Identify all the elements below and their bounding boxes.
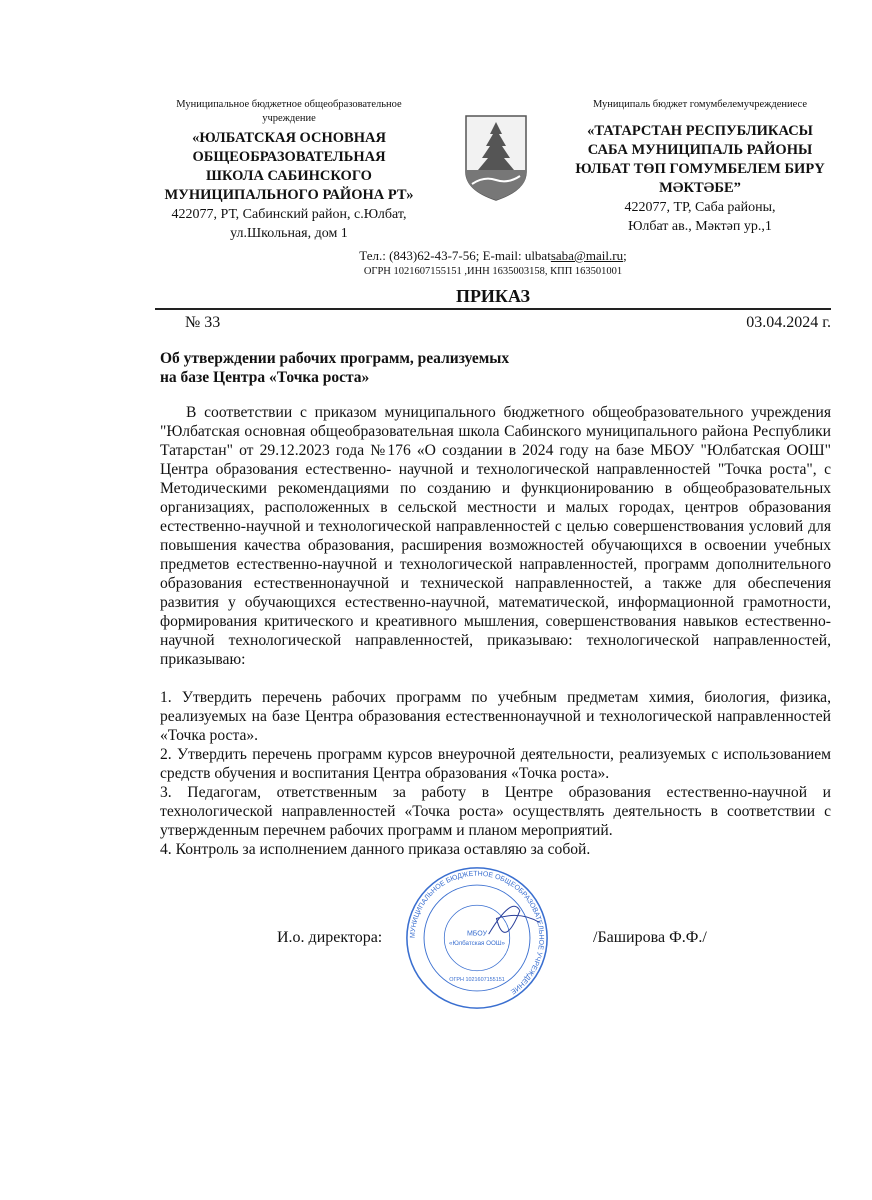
signature-row (155, 863, 831, 1013)
subject-line: на базе Центра «Точка роста» (160, 369, 370, 386)
address-line: Юлбат ав., Мәктәп ур.,1 (628, 219, 772, 234)
header-left (155, 98, 423, 243)
order-subject (155, 349, 831, 387)
order-item: 3. Педагогам, ответственным за работу в Центре образования естественно-научной и технологической направленностей «Точка роста» осуществлять деятельность в соответствии с утвержденным перечнем рабочих программ и планом мероприятий. (160, 784, 831, 839)
ogrn-inn-kpp: ОГРН 1021607155151 ,ИНН 1635003158, КПП 163501001 (363, 266, 623, 277)
document-title: ПРИКАЗ (455, 286, 531, 306)
official-stamp (403, 864, 551, 1012)
contact-suffix: ; (623, 248, 627, 263)
address-tt (569, 198, 831, 236)
signatory-name: /Баширова Ф.Ф./ (593, 929, 707, 946)
name-line: САБА МУНИЦИПАЛЬ РАЙОНЫ (587, 142, 813, 158)
name-line: «ЮЛБАТСКАЯ ОСНОВНАЯ (192, 130, 386, 146)
name-line: МӘКТӘБЕ” (659, 180, 741, 196)
document-page (155, 98, 831, 1013)
name-line: МУНИЦИПАЛЬНОГО РАЙОНА РТ» (164, 187, 414, 203)
order-items (155, 688, 831, 859)
letterhead (155, 98, 831, 243)
title-divider (155, 308, 831, 310)
address-line: ул.Школьная, дом 1 (230, 226, 348, 241)
number-date-row (155, 313, 831, 333)
name-line: ОБЩЕОБРАЗОВАТЕЛЬНАЯ (192, 149, 386, 165)
svg-text:МУНИЦИПАЛЬНОЕ БЮДЖЕТНОЕ ОБЩЕОБ: МУНИЦИПАЛЬНОЕ БЮДЖЕТНОЕ ОБЩЕОБРАЗОВАТЕЛЬНОЕ УЧРЕЖДЕНИЕ (409, 870, 545, 995)
contact-info (155, 247, 831, 279)
preamble (155, 403, 831, 669)
contact-phone-email: Тел.: (843)62-43-7-56; E-mail: ulbat (359, 248, 551, 263)
order-date: 03.04.2024 г. (746, 314, 831, 331)
svg-text:«Юлбатская ООШ»: «Юлбатская ООШ» (449, 940, 505, 948)
name-line: ЮЛБАТ ТӨП ГОМУМБЕЛЕМ БИРҮ (575, 161, 825, 177)
order-item: 1. Утвердить перечень рабочих программ по учебным предметам химия, биология, физика, реализуемых на базе Центра образования естественнонаучной и технологической направленностей «Точка роста». (160, 689, 831, 744)
order-item: 4. Контроль за исполнением данного приказа оставляю за собой. (160, 841, 591, 858)
header-right (569, 98, 831, 236)
order-number: № 33 (185, 314, 221, 331)
preamble-text: В соответствии с приказом муниципального бюджетного общеобразовательного учреждения "Юлбатская основная общеобразовательная школа Сабинского муниципального района Республики Татарстан" от 29.12.2023 года №176 «О создании в 2024 году на базе МБОУ "Юлбатская ООШ" Центра образования естественно- научной и технологической направленностей "Точка роста", с Методическими рекомендациями по созданию и функционированию в общеобразовательных организациях, расположенных в сельской местности и малых городах, центров образования естественно-научной и технологической направленностей с целью совершенствования условий для повышения качества образования, расширения возможностей обучающихся в освоении учебных предметов естественно-научной и технологической направленностей, программ дополнительного образования естественнонаучной и технической направленностей, а также для обеспечения развития у обучающихся естественно-научной, математической, информационной грамотности, формирования критического и креативного мышления, совершенствования навыков естественно-научной технологической направленностей, приказываю: технологической направленностей, приказываю: (160, 404, 831, 668)
address-line: 422077, РТ, Сабинский район, с.Юлбат, (171, 207, 407, 222)
svg-text:ОГРН 1021607155151: ОГРН 1021607155151 (449, 976, 505, 983)
org-name-ru (155, 129, 423, 205)
email-link[interactable]: saba@mail.ru (550, 248, 624, 263)
signature-role: И.о. директора: (277, 929, 383, 946)
coat-of-arms-logo (464, 114, 528, 202)
order-item: 2. Утвердить перечень программ курсов внеурочной деятельности, реализуемых с использованием средств обучения и воспитания Центра образования «Точка роста». (160, 746, 831, 782)
address-ru (155, 205, 423, 243)
subject-line: Об утверждении рабочих программ, реализуемых (160, 350, 510, 367)
org-type-tt: Муниципаль бюджет гомумбелемучреждениесе (592, 99, 808, 110)
org-type-ru: Муниципальное бюджетное общеобразовательное учреждение (176, 99, 402, 124)
address-line: 422077, ТР, Саба районы, (624, 200, 776, 215)
svg-text:МБОУ: МБОУ (466, 930, 488, 938)
org-name-tt (569, 122, 831, 198)
name-line: ШКОЛА САБИНСКОГО (206, 168, 372, 184)
name-line: «ТАТАРСТАН РЕСПУБЛИКАСЫ (587, 123, 813, 139)
